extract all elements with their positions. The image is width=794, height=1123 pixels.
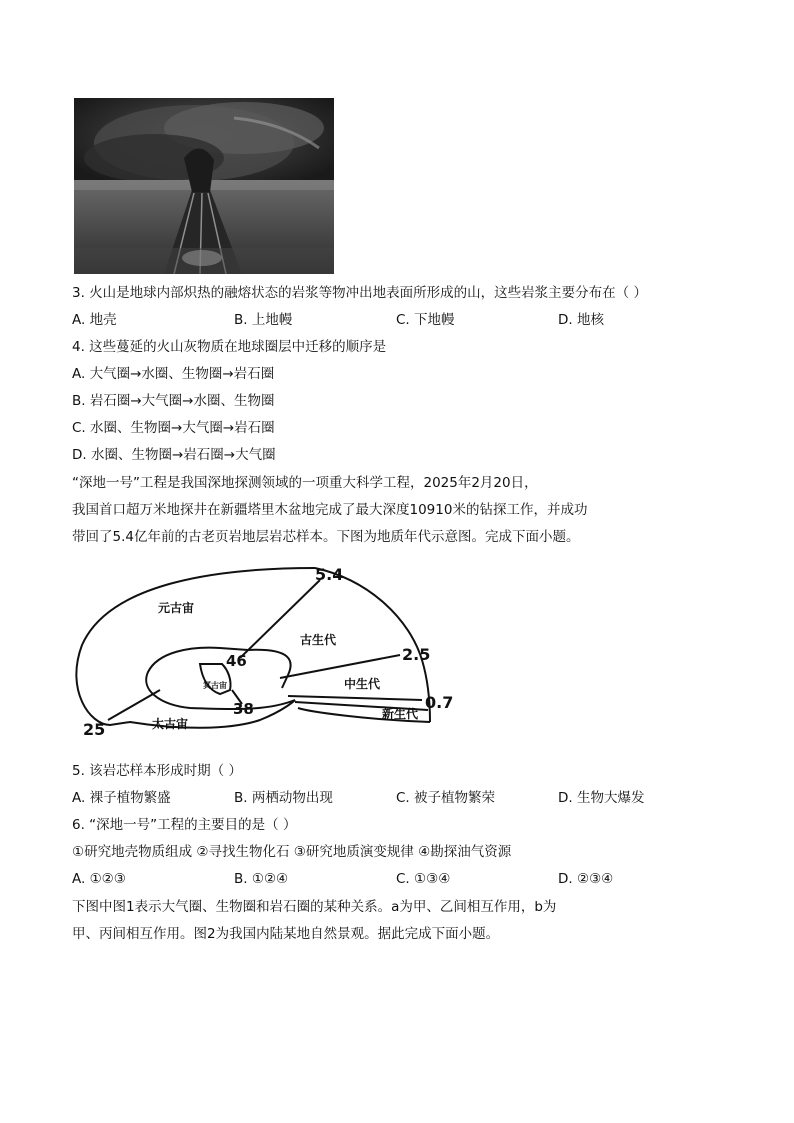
question-4-option-a: A. 大气圈→水圈、生物圈→岩石圈 — [72, 366, 275, 382]
question-5-option-a: A. 裸子植物繁盛 — [72, 790, 171, 806]
question-4-option-c: C. 水圈、生物圈→大气圈→岩石圈 — [72, 420, 275, 436]
label-proterozoic: 元古宙 — [158, 601, 195, 615]
question-4-stem: 4. 这些蔓延的火山灰物质在地球圈层中迁移的顺序是 — [72, 339, 387, 355]
question-5-option-c: C. 被子植物繁荣 — [396, 790, 496, 806]
geologic-time-diagram — [70, 560, 460, 750]
label-mesozoic: 中生代 — [344, 677, 381, 691]
question-3-option-a: A. 地壳 — [72, 312, 117, 328]
question-6-option-b: B. ①②④ — [234, 871, 289, 887]
geologic-spiral-svg — [70, 560, 460, 750]
question-6-choices: ①研究地壳物质组成 ②寻找生物化石 ③研究地质演变规律 ④勘探油气资源 — [72, 844, 512, 860]
question-5-option-d: D. 生物大爆发 — [558, 790, 645, 806]
number-0-7: 0.7 — [425, 693, 454, 712]
question-6-option-c: C. ①③④ — [396, 871, 451, 887]
question-3-option-b: B. 上地幔 — [234, 312, 293, 328]
question-5-stem: 5. 该岩芯样本形成时期（ ） — [72, 763, 242, 779]
number-25: 25 — [83, 720, 106, 739]
label-hadean: 冥古宙 — [203, 681, 227, 690]
divider-25 — [108, 690, 160, 720]
divider-0-7 — [288, 696, 422, 700]
question-5-option-b: B. 两栖动物出现 — [234, 790, 333, 806]
passage-2-line-1: 下图中图1表示大气圈、生物圈和岩石圈的某种关系。a为甲、乙间相互作用，b为 — [72, 899, 557, 915]
number-5-4: 5.4 — [315, 565, 344, 584]
divider-2-5 — [280, 655, 400, 678]
question-3-stem: 3. 火山是地球内部炽热的融熔状态的岩浆等物冲出地表面所形成的山，这些岩浆主要分布在（ ） — [72, 285, 647, 301]
question-3-option-c: C. 下地幔 — [396, 312, 455, 328]
label-cenozoic: 新生代 — [382, 707, 419, 721]
question-6-option-a: A. ①②③ — [72, 871, 126, 887]
label-archean: 太古宙 — [152, 717, 189, 731]
number-46: 46 — [226, 652, 247, 670]
number-38: 38 — [233, 700, 254, 718]
passage-1-line-1: “深地一号”工程是我国深地探测领域的一项重大科学工程，2025年2月20日， — [72, 475, 538, 491]
spiral-inner-curve — [146, 648, 295, 709]
label-paleozoic: 古生代 — [300, 633, 337, 647]
question-6-option-d: D. ②③④ — [558, 871, 614, 887]
question-6-stem: 6. “深地一号”工程的主要目的是（ ） — [72, 817, 297, 833]
passage-1-line-3: 带回了5.4亿年前的古老页岩地层岩芯样本。下图为地质年代示意图。完成下面小题。 — [72, 529, 580, 545]
passage-1-line-2: 我国首口超万米地探井在新疆塔里木盆地完成了最大深度10910米的钻探工作，并成功 — [72, 502, 588, 518]
number-2-5: 2.5 — [402, 645, 431, 664]
question-4-option-b: B. 岩石圈→大气圈→水圈、生物圈 — [72, 393, 275, 409]
passage-2-line-2: 甲、丙间相互作用。图2为我国内陆某地自然景观。据此完成下面小题。 — [72, 926, 500, 942]
volcano-photo — [74, 98, 334, 274]
question-4-option-d: D. 水圈、生物圈→岩石圈→大气圈 — [72, 447, 276, 463]
question-3-option-d: D. 地核 — [558, 312, 604, 328]
